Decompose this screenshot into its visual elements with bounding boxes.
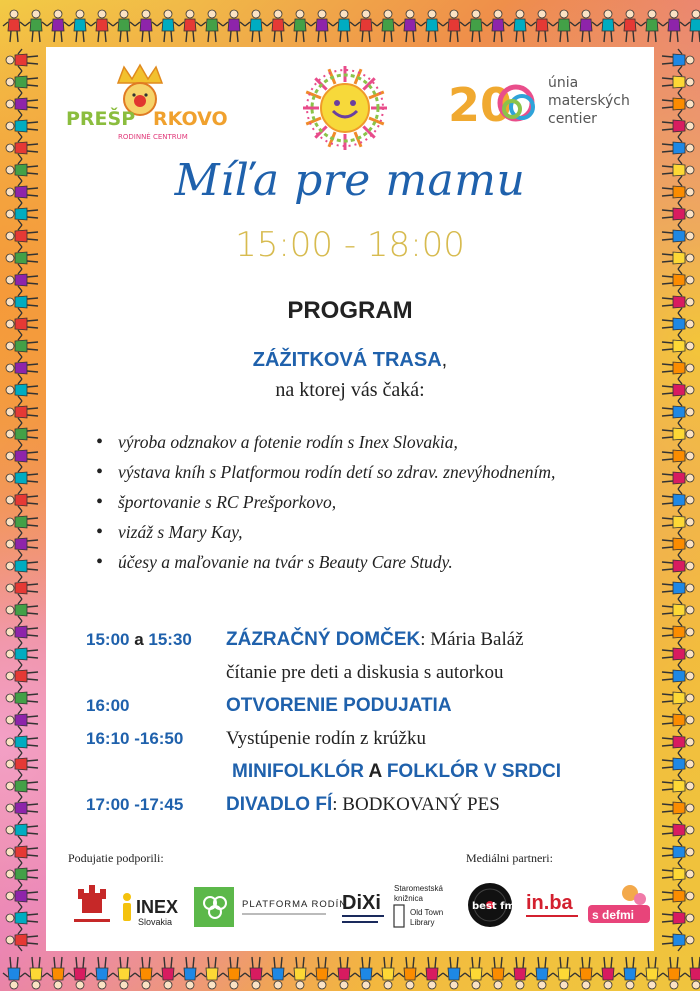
child-figure-icon [662, 269, 694, 291]
child-figure-icon [6, 929, 38, 951]
child-figure-icon [289, 957, 311, 989]
child-figure-icon [443, 957, 465, 989]
schedule-desc [232, 755, 561, 788]
child-figure-icon [6, 731, 38, 753]
poster-card [46, 47, 654, 951]
child-figure-icon [465, 957, 487, 989]
child-figure-icon [6, 445, 38, 467]
child-figure-icon [6, 489, 38, 511]
route-section [46, 345, 654, 405]
child-figure-icon [6, 885, 38, 907]
child-figure-icon [6, 665, 38, 687]
child-figure-icon [575, 10, 597, 42]
sun-logo [302, 65, 388, 151]
schedule-desc [226, 689, 452, 722]
best-fm-logo-text: best fm [472, 901, 515, 912]
child-figure-icon [662, 555, 694, 577]
media-partners-label: Mediálni partneri: [466, 851, 553, 865]
child-figure-icon [662, 357, 694, 379]
child-figure-icon [662, 511, 694, 533]
child-figure-icon [6, 269, 38, 291]
child-figure-icon [245, 957, 267, 989]
presporkovo-logo-subtitle: RODINNÉ CENTRUM [118, 133, 188, 141]
child-figure-icon [641, 10, 663, 42]
child-figure-icon [6, 621, 38, 643]
list-item: • športovanie s RC Prešporkovo, [104, 487, 664, 517]
list-item: • účesy a maľovanie na tvár s Beauty Care Study. [104, 547, 664, 577]
child-figure-icon [662, 467, 694, 489]
child-figure-icon [69, 10, 91, 42]
child-figure-icon [421, 10, 443, 42]
schedule-row [86, 689, 646, 722]
unia-logo-line3: centier [548, 111, 597, 127]
schedule-row [86, 623, 646, 656]
child-figure-icon [91, 957, 113, 989]
child-figure-icon [6, 137, 38, 159]
child-figure-icon [531, 10, 553, 42]
dixi-logo-text: DiXi [342, 892, 381, 914]
schedule-highlight: MINIFOLKLÓR [232, 761, 364, 782]
schedule-desc [226, 623, 524, 656]
child-figure-icon [289, 10, 311, 42]
presporkovo-logo-text-left: PREŠP [66, 108, 136, 130]
child-figure-icon [662, 71, 694, 93]
child-figure-icon [6, 687, 38, 709]
child-figure-icon [662, 313, 694, 335]
child-figure-icon [662, 445, 694, 467]
child-figure-icon [245, 10, 267, 42]
activity-list [86, 427, 664, 577]
presporkovo-logo-text-right: RKOVO [153, 108, 228, 130]
child-figure-icon [25, 957, 47, 989]
child-figure-icon [662, 335, 694, 357]
event-title: Míľa pre mamu [174, 155, 526, 206]
child-figure-icon [662, 489, 694, 511]
dixi-logo [340, 879, 388, 935]
child-figure-icon [6, 93, 38, 115]
child-figure-icon [662, 137, 694, 159]
schedule-time: 17:00 -17:45 [86, 795, 184, 814]
child-figure-icon [531, 957, 553, 989]
child-figure-icon [6, 467, 38, 489]
child-figure-icon [6, 643, 38, 665]
schedule-desc: Vystúpenie rodín z krúžku [226, 728, 426, 749]
sponsor-logos [46, 879, 654, 939]
child-figure-icon [311, 957, 333, 989]
schedule-row [86, 722, 646, 755]
child-figure-icon [311, 10, 333, 42]
child-figure-icon [6, 819, 38, 841]
schedule-row [86, 755, 646, 788]
child-figure-icon [575, 957, 597, 989]
child-figure-icon [662, 753, 694, 775]
child-figure-icon [6, 775, 38, 797]
schedule-highlight: FOLKLÓR V SRDCI [386, 761, 561, 782]
child-figure-icon [6, 247, 38, 269]
child-figure-icon [662, 665, 694, 687]
event-time: 15:00 - 18:00 [235, 225, 465, 265]
child-figure-icon [113, 957, 135, 989]
child-figure-icon [47, 957, 69, 989]
decorative-border-top [0, 0, 700, 46]
child-figure-icon [6, 577, 38, 599]
platforma-rodin-logo [194, 879, 348, 935]
child-figure-icon [399, 957, 421, 989]
unia-logo-line2: materských [548, 93, 630, 109]
child-figure-icon [6, 357, 38, 379]
library-logo-line3: Old Town [410, 908, 444, 917]
schedule-highlight: ZÁZRAČNÝ DOMČEK [226, 629, 421, 650]
child-figure-icon [3, 10, 25, 42]
schedule-text: A [363, 761, 387, 782]
child-figure-icon [6, 49, 38, 71]
platforma-logo-text: PLATFORMA RODÍN [242, 899, 348, 910]
child-figure-icon [662, 731, 694, 753]
unia-logo-line1: únia [548, 75, 579, 91]
in-ba-logo-text: in.ba [526, 892, 573, 914]
list-item: • výroba odznakov a fotenie rodín s Inex Slovakia, [104, 427, 664, 457]
child-figure-icon [662, 379, 694, 401]
child-figure-icon [662, 687, 694, 709]
logo-row [46, 59, 654, 155]
child-figure-icon [443, 10, 465, 42]
child-figure-icon [333, 10, 355, 42]
child-figure-icon [91, 10, 113, 42]
schedule-row [86, 788, 646, 821]
child-figure-icon [662, 225, 694, 247]
child-figure-icon [509, 957, 531, 989]
child-figure-icon [663, 10, 685, 42]
child-figure-icon [662, 247, 694, 269]
route-heading [46, 345, 654, 375]
child-figure-icon [399, 10, 421, 42]
list-item: • vizáž s Mary Kay, [104, 517, 664, 547]
library-logo-line2: knižnica [394, 894, 423, 903]
child-figure-icon [662, 709, 694, 731]
child-figure-icon [662, 401, 694, 423]
unia-logo-number: 20 [448, 78, 513, 132]
child-figure-icon [487, 10, 509, 42]
child-figure-icon [6, 335, 38, 357]
route-subtitle: na ktorej vás čaká: [275, 379, 425, 401]
schedule-text: : BODKOVANÝ PES [332, 794, 500, 815]
library-logo-line1: Staromestská [394, 884, 443, 893]
child-figure-icon [6, 555, 38, 577]
schedule-desc [226, 788, 500, 821]
schedule-row [86, 656, 646, 689]
child-figure-icon [662, 181, 694, 203]
child-figure-icon [487, 957, 509, 989]
stare-mesto-logo [70, 879, 114, 935]
route-comma: , [441, 349, 448, 371]
child-figure-icon [201, 10, 223, 42]
child-figure-icon [662, 621, 694, 643]
child-figure-icon [662, 291, 694, 313]
child-figure-icon [157, 10, 179, 42]
child-figure-icon [6, 291, 38, 313]
child-figure-icon [662, 577, 694, 599]
child-figure-icon [662, 159, 694, 181]
schedule-highlight: OTVORENIE PODUJATIA [226, 695, 452, 716]
child-figure-icon [6, 203, 38, 225]
child-figure-icon [662, 93, 694, 115]
child-figure-icon [6, 709, 38, 731]
schedule [86, 623, 646, 821]
child-figure-icon [662, 863, 694, 885]
decorative-border-left [0, 0, 46, 991]
child-figure-icon [662, 819, 694, 841]
child-figure-icon [267, 10, 289, 42]
child-figure-icon [135, 957, 157, 989]
child-figure-icon [3, 957, 25, 989]
child-figure-icon [597, 10, 619, 42]
child-figure-icon [465, 10, 487, 42]
child-figure-icon [223, 957, 245, 989]
child-figure-icon [355, 10, 377, 42]
child-figure-icon [6, 401, 38, 423]
child-figure-icon [6, 863, 38, 885]
route-highlight: ZÁŽITKOVÁ TRASA [252, 349, 442, 371]
child-figure-icon [6, 511, 38, 533]
child-figure-icon [662, 599, 694, 621]
child-figure-icon [201, 957, 223, 989]
child-figure-icon [662, 643, 694, 665]
child-figure-icon [662, 115, 694, 137]
s-detmi-logo [586, 879, 652, 935]
child-figure-icon [662, 423, 694, 445]
schedule-highlight: DIVADLO FÍ [226, 794, 333, 815]
child-figure-icon [662, 929, 694, 951]
child-figure-icon [421, 957, 443, 989]
child-figure-icon [6, 71, 38, 93]
child-figure-icon [6, 115, 38, 137]
child-figure-icon [223, 10, 245, 42]
decorative-border-bottom [0, 945, 700, 991]
child-figure-icon [377, 10, 399, 42]
child-figure-icon [6, 423, 38, 445]
child-figure-icon [509, 10, 531, 42]
child-figure-icon [6, 379, 38, 401]
child-figure-icon [662, 203, 694, 225]
presporkovo-logo [60, 63, 230, 145]
child-figure-icon [685, 10, 700, 42]
child-figure-icon [6, 797, 38, 819]
schedule-text: : Mária Baláž [420, 629, 524, 650]
child-figure-icon [6, 907, 38, 929]
best-fm-logo [464, 879, 518, 935]
child-figure-icon [662, 797, 694, 819]
inex-logo-text: INEX [136, 897, 179, 917]
staromestska-kniznica-logo [392, 879, 458, 935]
child-figure-icon [6, 313, 38, 335]
child-figure-icon [662, 907, 694, 929]
child-figure-icon [6, 533, 38, 555]
child-figure-icon [6, 599, 38, 621]
list-item: • výstava kníh s Platformou rodín detí so zdrav. znevýhodnením, [104, 457, 664, 487]
inex-logo-subtext: Slovakia [138, 917, 173, 927]
schedule-time-second: 15:30 [148, 630, 192, 649]
in-ba-logo [524, 879, 584, 935]
child-figure-icon [553, 10, 575, 42]
child-figure-icon [6, 181, 38, 203]
child-figure-icon [157, 957, 179, 989]
child-figure-icon [333, 957, 355, 989]
schedule-time: 16:10 -16:50 [86, 729, 184, 748]
child-figure-icon [267, 957, 289, 989]
child-figure-icon [355, 957, 377, 989]
child-figure-icon [6, 753, 38, 775]
supporters-label: Podujatie podporili: [68, 851, 164, 865]
library-logo-line4: Library [410, 918, 435, 927]
schedule-desc: čítanie pre deti a diskusia s autorkou [226, 662, 504, 683]
child-figure-icon [6, 841, 38, 863]
child-figure-icon [179, 957, 201, 989]
child-figure-icon [135, 10, 157, 42]
child-figure-icon [662, 885, 694, 907]
child-figure-icon [6, 225, 38, 247]
schedule-time [86, 623, 192, 656]
schedule-time-start: 15:00 [86, 630, 130, 649]
program-heading: PROGRAM [287, 297, 413, 324]
child-figure-icon [179, 10, 201, 42]
child-figure-icon [619, 957, 641, 989]
child-figure-icon [553, 957, 575, 989]
child-figure-icon [685, 957, 700, 989]
child-figure-icon [6, 159, 38, 181]
schedule-time: 16:00 [86, 696, 130, 715]
child-figure-icon [597, 957, 619, 989]
schedule-time-connector: a [129, 630, 149, 649]
child-figure-icon [663, 957, 685, 989]
unia-materskych-centier-logo [448, 69, 648, 139]
child-figure-icon [113, 10, 135, 42]
child-figure-icon [377, 957, 399, 989]
s-detmi-logo-text: s defmi [592, 908, 635, 922]
child-figure-icon [619, 10, 641, 42]
inex-slovakia-logo [120, 879, 188, 935]
child-figure-icon [662, 775, 694, 797]
child-figure-icon [47, 10, 69, 42]
child-figure-icon [69, 957, 91, 989]
child-figure-icon [662, 49, 694, 71]
child-figure-icon [641, 957, 663, 989]
child-figure-icon [662, 841, 694, 863]
child-figure-icon [25, 10, 47, 42]
child-figure-icon [662, 533, 694, 555]
